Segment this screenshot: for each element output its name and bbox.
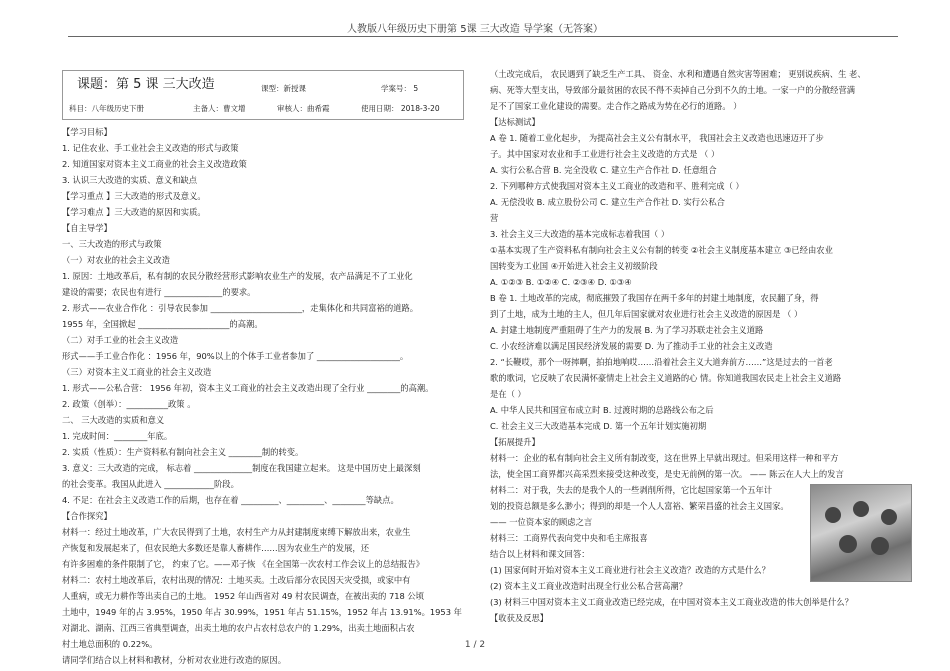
header-divider bbox=[68, 36, 898, 37]
right-lines-line: A. 中华人民共和国宣布成立时 B. 过渡时期的总路线公布之后 bbox=[490, 405, 714, 415]
right-lines-line: B 卷 1. 土地改革的完成，彻底摧毁了我国存在两千多年的封建土地制度，农民翻了身，得 bbox=[490, 293, 819, 303]
left-lines-line: 产恢复和发展起来了，但农民绝大多数还是靠人畜耕作……因为农业生产的发展，还 bbox=[62, 543, 369, 553]
left-lines-line: 村土地总面积的 0.22%。 bbox=[62, 639, 158, 649]
right-lines-line: 病、死等大型支出，导致部分最贫困的农民不得不卖掉自己分到不久的土地。一家一户的分散经营满 bbox=[490, 85, 856, 95]
photo-businessmen-celebrating bbox=[810, 484, 912, 582]
right-lines-line: 是在（ ） bbox=[490, 389, 526, 399]
left-lines-line: 1. 完成时间：________年底。 bbox=[62, 431, 173, 441]
right-lines-line: —— 一位资本家的顾虑之言 bbox=[490, 517, 593, 527]
left-lines-line: （二）对手工业的社会主义改造 bbox=[62, 335, 179, 345]
right-lines-line: 国转变为工业国 ④开始进入社会主义初级阶段 bbox=[490, 261, 658, 271]
right-lines-line: A. 无偿没收 B. 成立股份公司 C. 建立生产合作社 D. 实行公私合 bbox=[490, 197, 725, 207]
left-lines-line: 的社会变革。我国从此进入 ____________阶段。 bbox=[62, 479, 239, 489]
right-lines-line: ①基本实现了生产资料私有制向社会主义公有制的转变 ②社会主义制度基本建立 ③已经由农业 bbox=[490, 245, 833, 255]
right-lines-line: (1) 国家何时开始对资本主义工商业进行社会主义改造？改造的方式是什么？ bbox=[490, 565, 770, 575]
lesson-title: 课题：第 5 课 三大改造 bbox=[77, 77, 215, 92]
left-lines-line: 1. 原因：土地改革后，私有制的农民分散经营形式影响农业生产的发展，农产品满足不了工业化 bbox=[62, 271, 413, 281]
left-lines-line: 形式——手工业合作化 ：1956 年，90%以上的个体手工业者参加了 ____________________。 bbox=[62, 351, 409, 361]
left-lines-line: 1. 记住农业、手工业社会主义改造的形式与政策 bbox=[62, 143, 239, 153]
right-lines-line: 到了土地，成为土地的主人，但几年后国家就对农业进行社会主义改造的原因是 （ ） bbox=[490, 309, 803, 319]
left-lines-line: 对湖北、湖南、江西三省典型调查，出卖土地的农户占农村总农户的 1.29%，出卖土地面积占农 bbox=[62, 623, 415, 633]
left-lines-line: 【学习重点 】三大改造的形式及意义。 bbox=[62, 191, 206, 201]
right-lines-line: A. 实行公私合营 B. 完全没收 C. 建立生产合作社 D. 任意组合 bbox=[490, 165, 717, 175]
left-lines-line: 3. 认识三大改造的实质、意义和缺点 bbox=[62, 175, 198, 185]
right-lines-line: 营 bbox=[490, 213, 499, 223]
left-lines-line: 3. 意义：三大改造的完成， 标志着 ______________制度在我国建立起来。 这是中国历史上最深刻 bbox=[62, 463, 421, 473]
left-lines-line: 材料二：农村土地改革后，农村出现的情况：土地买卖。土改后部分农民因天灾受损，或家中有 bbox=[62, 575, 411, 585]
author: 主备人：曹文增 bbox=[193, 104, 246, 113]
right-lines-line: 材料三：工商界代表向党中央和毛主席报喜 bbox=[490, 533, 648, 543]
left-column bbox=[62, 70, 462, 668]
left-lines-line: 2. 实质（性质）：生产资料私有制向社会主义 ________制的转变。 bbox=[62, 447, 304, 457]
left-lines-line: 【学习目标】 bbox=[62, 127, 112, 137]
right-lines-line: A. 封建土地制度严重阻碍了生产力的发展 B. 为了学习苏联走社会主义道路 bbox=[490, 325, 764, 335]
right-lines-line: 3. 社会主义三大改造的基本完成标志着我国（ ） bbox=[490, 229, 670, 239]
right-lines-line: 【收获及反思】 bbox=[490, 613, 549, 623]
lesson-type: 课型：新授课 bbox=[261, 84, 306, 93]
subject: 科目：八年级历史下册 bbox=[69, 104, 144, 113]
page-number: 1 / 2 bbox=[464, 640, 486, 650]
right-lines-line: 2. “长鞭哎，那个一呀摔啊，拍拍地响哎……沿着社会主义大道奔前方……”这是过去的一首老 bbox=[490, 357, 833, 367]
page-header: 人教版八年级历史下册第 5课 三大改造 导学案（无答案） bbox=[347, 24, 603, 35]
right-lines-line: 子。其中国家对农业和手工业进行社会主义改造的方式是 （ ） bbox=[490, 149, 720, 159]
left-lines-line: 【合作探究】 bbox=[62, 511, 112, 521]
use-date: 使用日期： 2018-3-20 bbox=[361, 104, 440, 113]
lesson-info-card bbox=[62, 70, 464, 120]
left-lines-line: 二、 三大改造的实质和意义 bbox=[62, 415, 165, 425]
right-lines-line: 划的投资总额是多么渺小；得到的却是一个人人富裕、繁荣昌盛的社会主义国家。 bbox=[490, 501, 789, 511]
left-lines-line: （一）对农业的社会主义改造 bbox=[62, 255, 170, 265]
left-body bbox=[62, 124, 462, 668]
lesson-number: 学案号： 5 bbox=[381, 84, 419, 93]
reviewer: 审核人：曲希霞 bbox=[277, 104, 330, 113]
right-lines-line: 【达标测试】 bbox=[490, 117, 540, 127]
right-lines-line: 【拓展提升】 bbox=[490, 437, 540, 447]
right-lines-line: 歌的歌词，它反映了农民满怀豪情走上社会主义道路的心 情。你知道我国农民走上社会主义道路 bbox=[490, 373, 842, 383]
right-lines-line: (2) 资本主义工商业改造时出现全行业公私合营高潮？ bbox=[490, 581, 687, 591]
left-lines-line: 2. 形式——农业合作化 ：引导农民参加 ______________________，走集体化和共同富裕的道路。 bbox=[62, 303, 419, 313]
right-lines-line: (3) 材料三中国对资本主义工商业改造已经完成，在中国对资本主义工商业改造的伟大创举是什么？ bbox=[490, 597, 853, 607]
right-lines-line: （土改完成后， 农民遇到了缺乏生产工具、 资金、水利和遭遇自然灾害等困难； 更别说疾病、生 老、 bbox=[490, 69, 866, 79]
left-lines-line: 有许多困难的条件限制了它， 约束了它。——邓子恢 《在全国第一次农村工作会议上的总结报告》 bbox=[62, 559, 425, 569]
left-lines-line: 建设的需要；农民也有进行 ______________的要求。 bbox=[62, 287, 256, 297]
right-lines-line: 材料二：对于我，失去的是我个人的一些剥削所得，它比起国家第一个五年计 bbox=[490, 485, 773, 495]
right-lines-line: A 卷 1. 随着工业化起步， 为提高社会主义公有制水平， 我国社会主义改造也迅速迈开了步 bbox=[490, 133, 824, 143]
right-lines-line: A. ①②③ B. ①②④ C. ②③④ D. ①③④ bbox=[490, 277, 632, 287]
left-lines-line: 请同学们结合以上材料和教材，分析对农业进行改造的原因。 bbox=[62, 655, 287, 665]
left-lines-line: 2. 政策（创举）：__________政策 。 bbox=[62, 399, 196, 409]
left-lines-line: 材料一：经过土地改革，广大农民得到了土地，农村生产力从封建制度束缚下解放出来，农业生 bbox=[62, 527, 411, 537]
left-lines-line: 人重病，或无力耕作等出卖自己的土地。 1952 年山西省对 49 村农民调查，在被出卖的 718 公顷 bbox=[62, 591, 425, 601]
left-lines-line: 一、三大改造的形式与政策 bbox=[62, 239, 162, 249]
left-lines-line: （三）对资本主义工商业的社会主义改造 bbox=[62, 367, 212, 377]
right-lines-line: 2. 下列哪种方式使我国对资本主义工商业的改造和平、胜利完成（ ） bbox=[490, 181, 744, 191]
right-lines-line: 材料一：企业的私有制向社会主义所有制改变，这在世界上早就出现过。但采用这样一种和平方 bbox=[490, 453, 839, 463]
right-lines-line: C. 社会主义三大改造基本完成 D. 第一个五年计划实施初期 bbox=[490, 421, 707, 431]
left-lines-line: 1955 年，全国掀起 ______________________的高潮。 bbox=[62, 319, 263, 329]
left-lines-line: 【自主导学】 bbox=[62, 223, 112, 233]
right-lines-line: 结合以上材料和课文回答： bbox=[490, 549, 590, 559]
right-lines-line: C. 小农经济难以满足国民经济发展的需要 D. 为了推动手工业的社会主义改造 bbox=[490, 341, 773, 351]
left-lines-line: 4. 不足：在社会主义改造工作的后期，也存在着 _________、_________、________等缺点。 bbox=[62, 495, 399, 505]
left-lines-line: 2. 知道国家对资本主义工商业的社会主义改造政策 bbox=[62, 159, 247, 169]
right-lines-line: 足不了国家工业化建设的需要。走合作之路成为势在必行的道路。 ） bbox=[490, 101, 742, 111]
left-lines-line: 【学习难点 】三大改造的原因和实质。 bbox=[62, 207, 206, 217]
left-lines-line: 土地中，1949 年的占 3.95%，1950 年占 30.99%，1951 年占 51.15%，1952 年占 13.91%。1953 年 bbox=[62, 607, 462, 617]
right-lines-line: 法，使全国工商界都兴高采烈来接受这种改变，是史无前例的第一次。 —— 陈云在人大上的发言 bbox=[490, 469, 844, 479]
left-lines-line: 1. 形式——公私合营： 1956 年初，资本主义工商业的社会主义改造出现了全行业 ________的高潮。 bbox=[62, 383, 434, 393]
